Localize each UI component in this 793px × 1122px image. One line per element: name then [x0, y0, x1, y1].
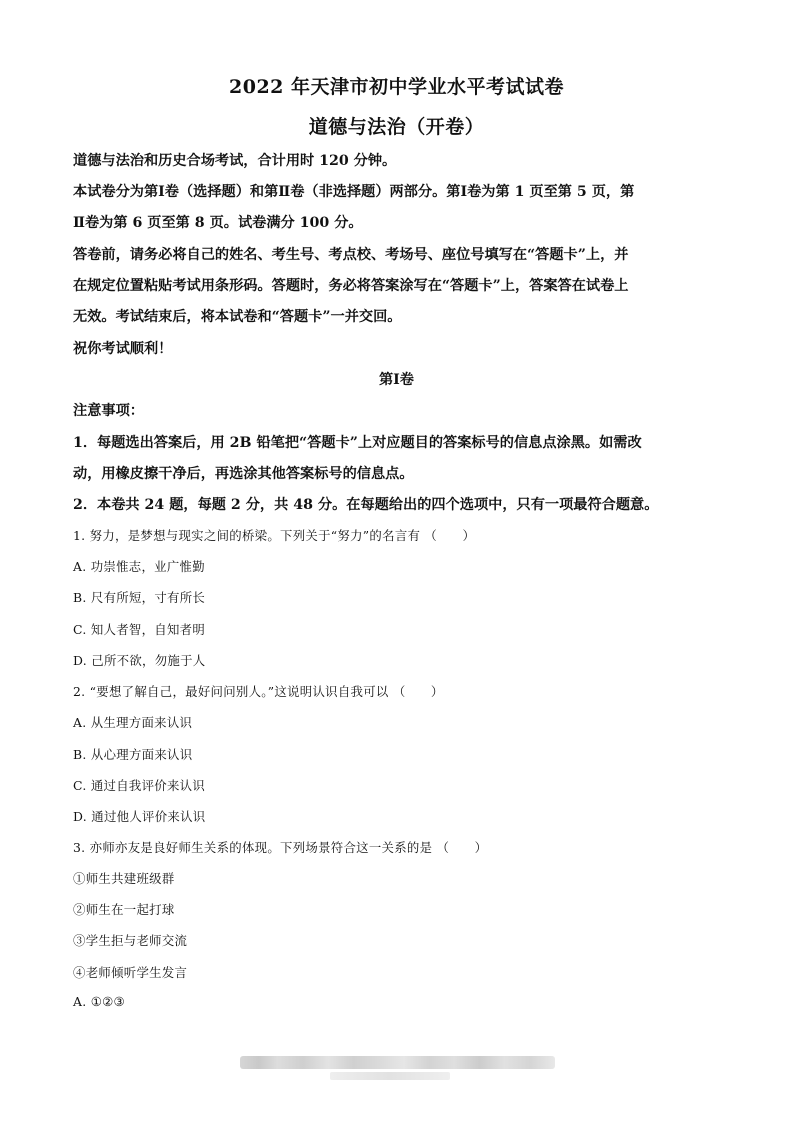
question-stem: 1. 努力，是梦想与现实之间的桥梁。下列关于“努力”的名言有 （ ） [73, 528, 476, 543]
question-option: B. 从心理方面来认识 [73, 747, 193, 762]
question-statement: ③学生拒与老师交流 [73, 933, 188, 948]
question-option: A. 功崇惟志，业广惟勤 [73, 559, 205, 574]
intro-line: 在规定位置粘贴考试用条形码。答题时，务必将答案涂写在“答题卡”上，答案答在试卷上 [73, 278, 629, 294]
intro-line: 答卷前，请务必将自己的姓名、考生号、考点校、考场号、座位号填写在“答题卡”上，并 [73, 247, 629, 263]
intro-line: 本试卷分为第Ⅰ卷（选择题）和第Ⅱ卷（非选择题）两部分。第Ⅰ卷为第 1 页至第 5 页，第 [73, 184, 635, 200]
intro-line: 道德与法治和历史合场考试，合计用时 120 分钟。 [73, 153, 397, 169]
question-statement: ②师生在一起打球 [73, 902, 175, 917]
question-statement: ①师生共建班级群 [73, 871, 175, 886]
question-option: D. 己所不欲，勿施于人 [73, 653, 206, 668]
blurred-footer-watermark [240, 1056, 555, 1069]
notice-heading: 注意事项： [73, 403, 144, 419]
exam-subtitle: 道德与法治（开卷） [308, 116, 485, 138]
notice-line: 2．本卷共 24 题，每题 2 分，共 48 分。在每题给出的四个选项中，只有一项最符合题意。 [73, 497, 659, 513]
question-option: C. 知人者智，自知者明 [73, 622, 206, 637]
question-stem: 3. 亦师亦友是良好师生关系的体现。下列场景符合这一关系的是 （ ） [73, 840, 488, 855]
question-statement: ④老师倾听学生发言 [73, 965, 188, 980]
notice-line: 动，用橡皮擦干净后，再选涂其他答案标号的信息点。 [73, 466, 414, 482]
intro-line: 祝你考试顺利！ [73, 341, 173, 357]
question-option: A. ①②③ [73, 994, 125, 1009]
section-title: 第Ⅰ卷 [378, 372, 414, 388]
intro-line: 无效。考试结束后，将本试卷和“答题卡”一并交回。 [73, 309, 402, 325]
question-stem: 2. “要想了解自己，最好问问别人。”这说明认识自我可以 （ ） [73, 684, 444, 699]
question-option: B. 尺有所短，寸有所长 [73, 590, 206, 605]
question-option: C. 通过自我评价来认识 [73, 778, 206, 793]
question-option: A. 从生理方面来认识 [73, 715, 193, 730]
intro-line: Ⅱ卷为第 6 页至第 8 页。试卷满分 100 分。 [73, 215, 363, 231]
exam-title: 2022 年天津市初中学业水平考试试卷 [229, 76, 564, 98]
blurred-footer-watermark [330, 1072, 450, 1080]
notice-line: 1．每题选出答案后，用 2B 铅笔把“答题卡”上对应题目的答案标号的信息点涂黑。如需改 [73, 435, 642, 451]
question-option: D. 通过他人评价来认识 [73, 809, 206, 824]
